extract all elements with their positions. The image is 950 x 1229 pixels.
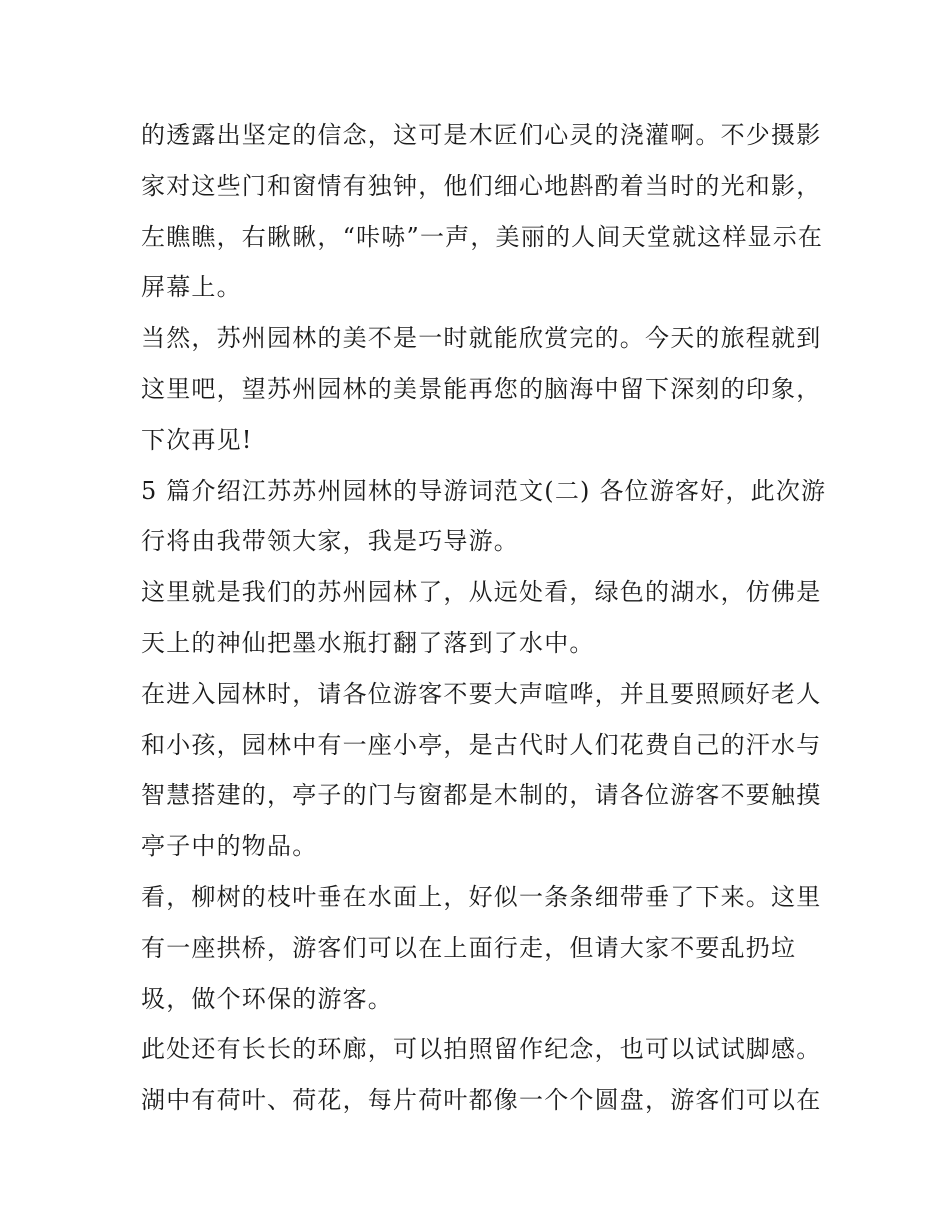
text-line: 屏幕上。 bbox=[141, 273, 242, 302]
text-line: 湖中有荷叶、荷花，每片荷叶都像一个个圆盘，游客们可以在 bbox=[141, 1086, 822, 1115]
text-line: 下次再见! bbox=[141, 425, 253, 454]
text-line: 有一座拱桥，游客们可以在上面行走，但请大家不要乱扔垃 bbox=[141, 933, 797, 962]
document-body bbox=[141, 110, 827, 1126]
text-line: 看，柳树的枝叶垂在水面上，好似一条条细带垂了下来。这里 bbox=[141, 882, 822, 911]
text-line: 5 篇介绍江苏苏州园林的导游词范文(二) 各位游客好，此次游 bbox=[141, 476, 827, 505]
text-line: 天上的神仙把墨水瓶打翻了落到了水中。 bbox=[141, 628, 595, 657]
text-line: 亭子中的物品。 bbox=[141, 832, 318, 861]
text-line: 当然，苏州园林的美不是一时就能欣赏完的。今天的旅程就到 bbox=[141, 324, 822, 353]
text-line: 圾，做个环保的游客。 bbox=[141, 984, 393, 1013]
text-line: 家对这些门和窗情有独钟，他们细心地斟酌着当时的光和影， bbox=[141, 171, 822, 200]
text-line: 行将由我带领大家，我是巧导游。 bbox=[141, 527, 519, 556]
text-line: 此处还有长长的环廊，可以拍照留作纪念，也可以试试脚感。 bbox=[141, 1035, 822, 1064]
text-line: 这里吧，望苏州园林的美景能再您的脑海中留下深刻的印象， bbox=[141, 374, 822, 403]
text-line: 左瞧瞧，右瞅瞅，“咔哧”一声，美丽的人间天堂就这样显示在 bbox=[141, 222, 824, 251]
text-line: 的透露出坚定的信念，这可是木匠们心灵的浇灌啊。不少摄影 bbox=[141, 121, 822, 149]
text-line: 智慧搭建的，亭子的门与窗都是木制的，请各位游客不要触摸 bbox=[141, 781, 822, 810]
text-line: 在进入园林时，请各位游客不要大声喧哗，并且要照顾好老人 bbox=[141, 679, 822, 708]
text-line: 和小孩，园林中有一座小亭，是古代时人们花费自己的汗水与 bbox=[141, 730, 822, 759]
text-line: 这里就是我们的苏州园林了，从远处看，绿色的湖水，仿佛是 bbox=[141, 578, 822, 607]
